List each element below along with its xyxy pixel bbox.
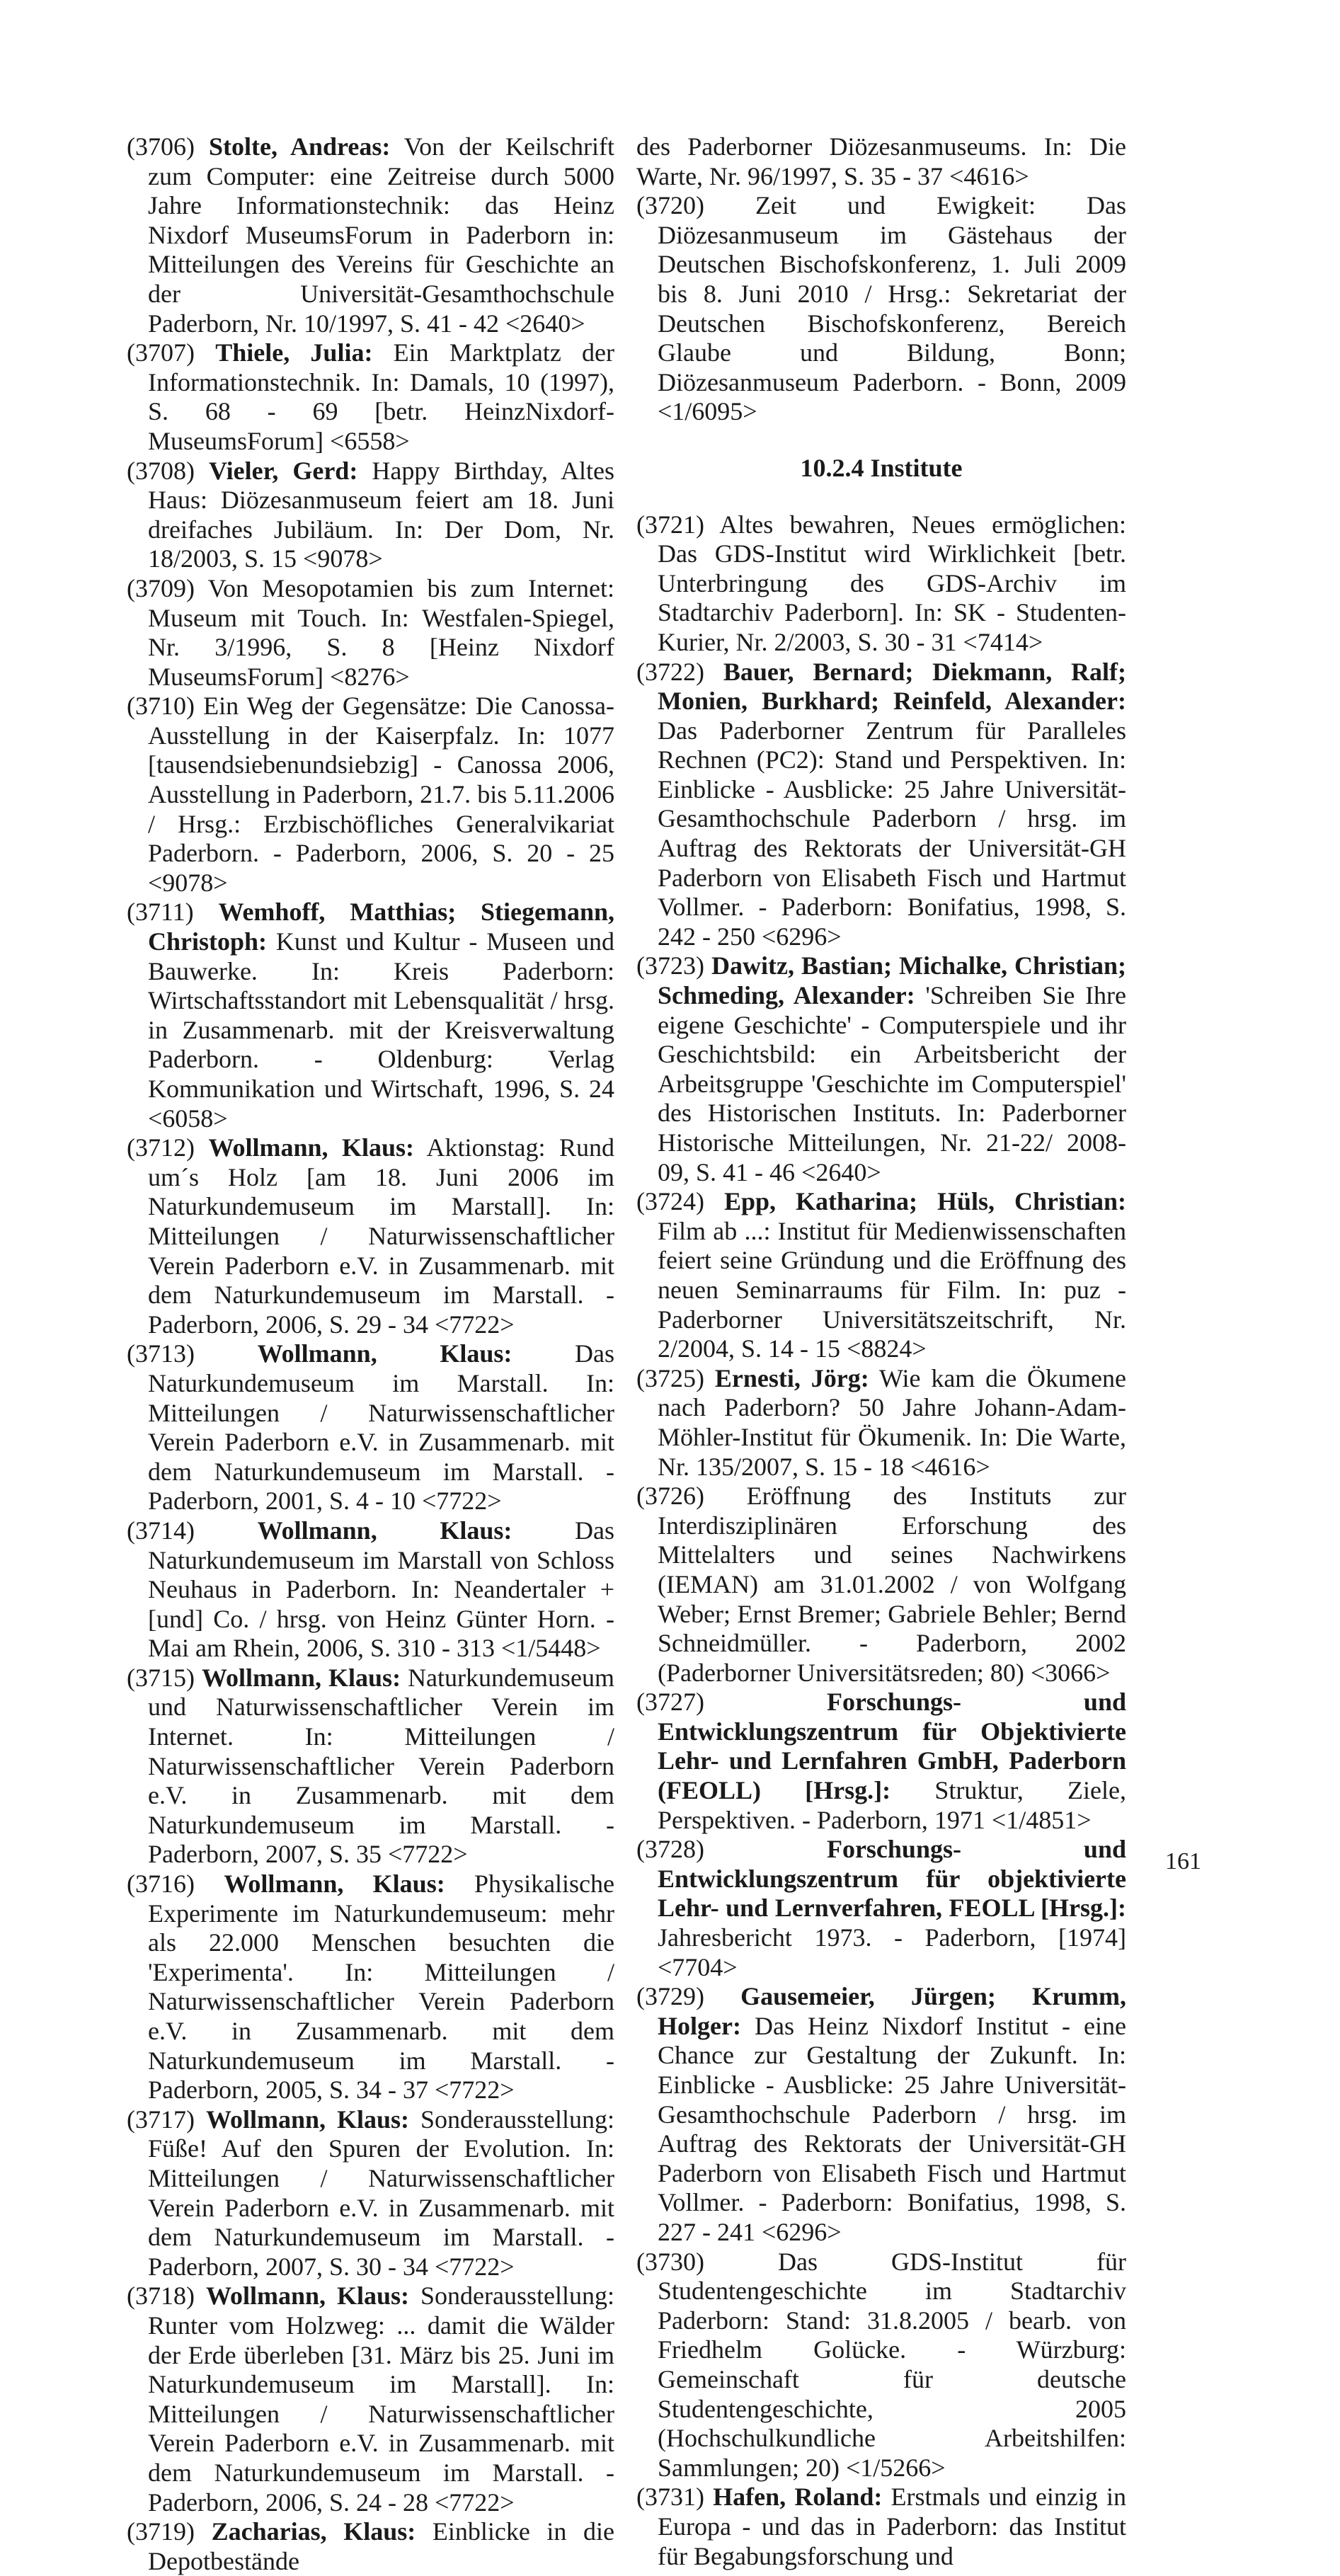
- entry-number: (3722): [636, 657, 704, 686]
- right-column-bottom: [636, 510, 1126, 2572]
- entry-number: (3718): [127, 2282, 195, 2311]
- entry-text: des Paderborner Diözesanmuseums. In: Die Warte, Nr. 96/1997, S. 35 - 37 <4616>: [636, 132, 1126, 190]
- entry-author: Forschungs- und Entwicklungszentrum für Objektivierte Lehr- und Lernfahren GmbH, Paderborn (FEOLL) [Hrsg.]:: [658, 1688, 1126, 1805]
- entry-text: Das Naturkundemuseum im Marstall. In: Mitteilungen / Naturwissenschaftlicher Verein Paderborn e.V. in Zusammenarb. mit dem Naturkundemuseum im Marstall. - Paderborn, 2001, S. 4 - 10 <7722>: [148, 1339, 615, 1516]
- entry-number: (3716): [127, 1870, 195, 1899]
- entry-text: Zeit und Ewigkeit: Das Diözesanmuseum im Gästehaus der Deutschen Bischofskonferenz, 1. Juli 2009 bis 8. Juni 2010 / Hrsg.: Sekretariat der Deutschen Bischofskonferenz, Bereich Glaube und Bildung, Bonn; Diözesanmuseum Paderborn. - Bonn, 2009 <1/6095>: [658, 191, 1127, 426]
- entry-text: Physikalische Experimente im Naturkundemuseum: mehr als 22.000 Menschen besuchten die 'Experimenta'. In: Mitteilungen / Naturwissenschaftlicher Verein Paderborn e.V. in Zusammenarb. mit dem Naturkundemuseum im Marstall. - Paderborn, 2005, S. 34 - 37 <7722>: [148, 1870, 615, 2105]
- entry-text: Jahresbericht 1973. - Paderborn, [1974] <7704>: [658, 1923, 1126, 1981]
- entry-text: Ein Marktplatz der Informationstechnik. In: Damals, 10 (1997), S. 68 - 69 [betr. HeinzNixdorf-MuseumsForum] <6558>: [148, 338, 614, 455]
- entry-author: Ernesti, Jörg:: [714, 1363, 869, 1392]
- entry-number: (3730): [636, 2247, 704, 2276]
- bibliography-entry: [127, 1339, 614, 1516]
- bibliography-entry: [127, 1870, 614, 2105]
- entry-number: (3709): [127, 573, 195, 602]
- bibliography-entry: [636, 1364, 1126, 1482]
- entry-number: (3727): [636, 1688, 704, 1717]
- section-heading: 10.2.4 Institute: [800, 453, 963, 482]
- bibliography-entry: [127, 2105, 614, 2282]
- entry-author: Stolte, Andreas:: [209, 132, 391, 161]
- entry-text: Das Heinz Nixdorf Institut - eine Chance zur Gestaltung der Zukunft. In: Einblicke - Ausblicke: 25 Jahre Universität-Gesamthochschule Paderborn / hrsg. im Auftrag des Rektorats der Universität-GH Paderborn von Elisabeth Fisch und Hartmut Vollmer. - Paderborn: Bonifatius, 1998, S. 227 - 241 <6296>: [658, 2011, 1127, 2246]
- bibliography-entry: [636, 191, 1126, 427]
- bibliography-entry: [127, 574, 614, 692]
- entry-number: (3714): [127, 1516, 195, 1545]
- entry-number: (3707): [127, 338, 195, 367]
- bibliography-entry: [127, 898, 614, 1133]
- right-column: [636, 132, 1126, 2571]
- entry-number: (3719): [127, 2517, 195, 2546]
- bibliography-entry: [127, 2282, 614, 2517]
- entry-author: Hafen, Roland:: [713, 2483, 883, 2512]
- entry-text: Kunst und Kultur - Museen und Bauwerke. In: Kreis Paderborn: Wirtschaftsstandort mit Lebensqualität / hrsg. in Zusammenarb. mit der Kreisverwaltung Paderborn. - Oldenburg: Verlag Kommunikation und Wirtschaft, 1996, S. 24 <6058>: [148, 927, 615, 1133]
- entry-author: Wollmann, Klaus:: [205, 2105, 410, 2134]
- entry-author: Thiele, Julia:: [215, 338, 373, 367]
- entry-text: Das GDS-Institut für Studentengeschichte im Stadtarchiv Paderborn: Stand: 31.8.2005 / bearb. von Friedhelm Golücke. - Würzburg: Gemeinschaft für deutsche Studentengeschichte, 2005 (Hochschulkundliche Arbeitshilfen: Sammlungen; 20) <1/5266>: [658, 2247, 1126, 2482]
- bibliography-entry: [636, 2483, 1126, 2571]
- page-number: 161: [1165, 1848, 1201, 1874]
- bibliography-entry: [636, 951, 1126, 1187]
- bibliography-entry: [127, 1516, 614, 1664]
- entry-author: Wollmann, Klaus:: [257, 1339, 512, 1368]
- bibliography-entry: [127, 1133, 614, 1339]
- bibliography-entry: [636, 1482, 1126, 1688]
- entry-text: Ein Weg der Gegensätze: Die Canossa-Ausstellung in der Kaiserpfalz. In: 1077 [tausendsiebenundsiebzig] - Canossa 2006, Ausstellung in Paderborn, 21.7. bis 5.11.2006 / Hrsg.: Erzbischöfliches Generalvikariat Paderborn. - Paderborn, 2006, S. 20 - 25 <9078>: [148, 692, 615, 897]
- entry-number: (3711): [127, 898, 194, 927]
- bibliography-entry: [127, 1664, 614, 1870]
- entry-text: Das Paderborner Zentrum für Paralleles Rechnen (PC2): Stand und Perspektiven. In: Einblicke - Ausblicke: 25 Jahre Universität-Gesamthochschule Paderborn / hrsg. im Auftrag des Rektorats der Universität-GH Paderborn von Elisabeth Fisch und Hartmut Vollmer. - Paderborn: Bonifatius, 1998, S. 242 - 250 <6296>: [658, 716, 1126, 951]
- entry-text: Das Naturkundemuseum im Marstall von Schloss Neuhaus in Paderborn. In: Neandertaler + [und] Co. / hrsg. von Heinz Günter Horn. - Mai am Rhein, 2006, S. 310 - 313 <1/5448>: [148, 1516, 615, 1663]
- entry-number: (3715): [127, 1663, 195, 1692]
- entry-number: (3726): [636, 1482, 704, 1511]
- entry-author: Wollmann, Klaus:: [201, 1663, 401, 1692]
- entry-text: Von der Keilschrift zum Computer: eine Zeitreise durch 5000 Jahre Informationstechnik: das Heinz Nixdorf MuseumsForum in Paderborn in: Mitteilungen des Vereins für Geschichte an der Universität-Gesamthochschule Paderborn, Nr. 10/1997, S. 41 - 42 <2640>: [148, 132, 615, 338]
- bibliography-entry: [127, 2517, 614, 2576]
- bibliography-entry: [636, 2248, 1126, 2483]
- entry-author: Vieler, Gerd:: [209, 456, 358, 485]
- entry-number: (3717): [127, 2105, 195, 2134]
- bibliography-entry: [636, 1982, 1126, 2247]
- entry-text: Erstmals und einzig in Europa - und das in Paderborn: das Institut für Begabungsforschung und: [658, 2483, 1126, 2570]
- entry-text: Film ab ...: Institut für Medienwissenschaften feiert seine Gründung und die Eröffnung des neuen Seminarraums für Film. In: puz - Paderborner Universitätszeitschrift, Nr. 2/2004, S. 14 - 15 <8824>: [658, 1216, 1126, 1363]
- entry-author: Dawitz, Bastian; Michalke, Christian; Schmeding, Alexander:: [658, 951, 1127, 1010]
- entry-author: Epp, Katharina; Hüls, Christian:: [723, 1187, 1126, 1216]
- entry-text: 'Schreiben Sie Ihre eigene Geschichte' - Computerspiele und ihr Geschichtsbild: ein Arbeitsbericht der Arbeitsgruppe 'Geschichte im Computerspiel' des Historischen Instituts. In: Paderborner Historische Mitteilungen, Nr. 21-22/ 2008-09, S. 41 - 46 <2640>: [658, 981, 1127, 1186]
- entry-text: Aktionstag: Rund um´s Holz [am 18. Juni 2006 im Naturkundemuseum im Marstall]. In: Mitteilungen / Naturwissenschaftlicher Verein Paderborn e.V. in Zusammenarb. mit dem Naturkundemuseum im Marstall. - Paderborn, 2006, S. 29 - 34 <7722>: [148, 1133, 615, 1339]
- entry-text: Einblicke in die Depotbestände: [148, 2517, 614, 2575]
- entry-number: (3712): [127, 1133, 195, 1162]
- bibliography-entry: [127, 692, 614, 898]
- entry-number: (3713): [127, 1339, 195, 1368]
- entry-text: Wie kam die Ökumene nach Paderborn? 50 Jahre Johann-Adam-Möhler-Institut für Ökumenik. In: Die Warte, Nr. 135/2007, S. 15 - 18 <4616>: [658, 1363, 1126, 1481]
- right-column-top: [636, 132, 1126, 427]
- entry-author: Wemhoff, Matthias; Stiegemann, Christoph:: [148, 898, 614, 956]
- entry-author: Wollmann, Klaus:: [257, 1516, 512, 1545]
- bibliography-entry: [127, 457, 614, 574]
- entry-number: (3725): [636, 1363, 704, 1392]
- entry-text: Naturkundemuseum und Naturwissenschaftlicher Verein im Internet. In: Mitteilungen / Naturwissenschaftlicher Verein Paderborn e.V. in Zusammenarb. mit dem Naturkundemuseum im Marstall. - Paderborn, 2007, S. 35 <7722>: [148, 1663, 614, 1869]
- bibliography-entry: [636, 658, 1126, 952]
- entry-author: Wollmann, Klaus:: [205, 2282, 410, 2311]
- entry-number: (3728): [636, 1835, 704, 1864]
- entry-number: (3720): [636, 191, 704, 220]
- entry-number: (3721): [636, 510, 704, 539]
- entry-author: Gausemeier, Jürgen; Krumm, Holger:: [658, 1982, 1126, 2040]
- entry-number: (3731): [636, 2483, 704, 2512]
- entry-text: Sonderausstellung: Füße! Auf den Spuren der Evolution. In: Mitteilungen / Naturwissenschaftlicher Verein Paderborn e.V. in Zusammenarb. mit dem Naturkundemuseum im Marstall. - Paderborn, 2007, S. 30 - 34 <7722>: [148, 2105, 614, 2281]
- bibliography-entry: [636, 132, 1126, 191]
- bibliography-entry: [127, 338, 614, 456]
- bibliography-entry: [636, 1688, 1126, 1835]
- entry-author: Wollmann, Klaus:: [224, 1870, 445, 1899]
- entry-text: Struktur, Ziele, Perspektiven. - Paderborn, 1971 <1/4851>: [658, 1776, 1126, 1834]
- entry-text: Happy Birthday, Altes Haus: Diözesanmuseum feiert am 18. Juni dreifaches Jubiläum. In: Der Dom, Nr. 18/2003, S. 15 <9078>: [148, 456, 615, 573]
- entry-author: Zacharias, Klaus:: [211, 2517, 416, 2546]
- entry-author: Forschungs- und Entwicklungszentrum für objektivierte Lehr- und Lernverfahren, FEOLL [Hrsg.]:: [658, 1835, 1126, 1923]
- entry-number: (3706): [127, 132, 195, 161]
- entry-text: Von Mesopotamien bis zum Internet: Museum mit Touch. In: Westfalen-Spiegel, Nr. 3/1996, S. 8 [Heinz Nixdorf MuseumsForum] <8276>: [148, 573, 614, 691]
- bibliography-entry: [636, 1835, 1126, 1982]
- entry-number: (3708): [127, 456, 195, 485]
- bibliography-entry: [636, 1187, 1126, 1364]
- entry-number: (3729): [636, 1982, 704, 2011]
- entry-number: (3724): [636, 1187, 704, 1216]
- entry-author: Wollmann, Klaus:: [208, 1133, 415, 1162]
- entry-author: Bauer, Bernard; Diekmann, Ralf; Monien, Burkhard; Reinfeld, Alexander:: [658, 657, 1127, 716]
- bibliography-entry: [636, 510, 1126, 658]
- entry-text: Altes bewahren, Neues ermöglichen: Das GDS-Institut wird Wirklichkeit [betr. Unterbringung des GDS-Archiv im Stadtarchiv Paderborn]. In: SK - Studenten-Kurier, Nr. 2/2003, S. 30 - 31 <7414>: [658, 510, 1126, 656]
- entry-text: Eröffnung des Instituts zur Interdisziplinären Erforschung des Mittelalters und seines Nachwirkens (IEMAN) am 31.01.2002 / von Wolfgang Weber; Ernst Bremer; Gabriele Behler; Bernd Schneidmüller. - Paderborn, 2002 (Paderborner Universitätsreden; 80) <3066>: [658, 1482, 1126, 1687]
- bibliography-entry: [127, 132, 614, 338]
- entry-text: Sonderausstellung: Runter vom Holzweg: ... damit die Wälder der Erde überleben [31. März bis 25. Juni im Naturkundemuseum im Marstall]. In: Mitteilungen / Naturwissenschaftlicher Verein Paderborn e.V. in Zusammenarb. mit dem Naturkundemuseum im Marstall. - Paderborn, 2006, S. 24 - 28 <7722>: [148, 2282, 614, 2517]
- entry-number: (3710): [127, 692, 195, 721]
- entry-number: (3723): [636, 951, 704, 980]
- left-column: [127, 132, 614, 2576]
